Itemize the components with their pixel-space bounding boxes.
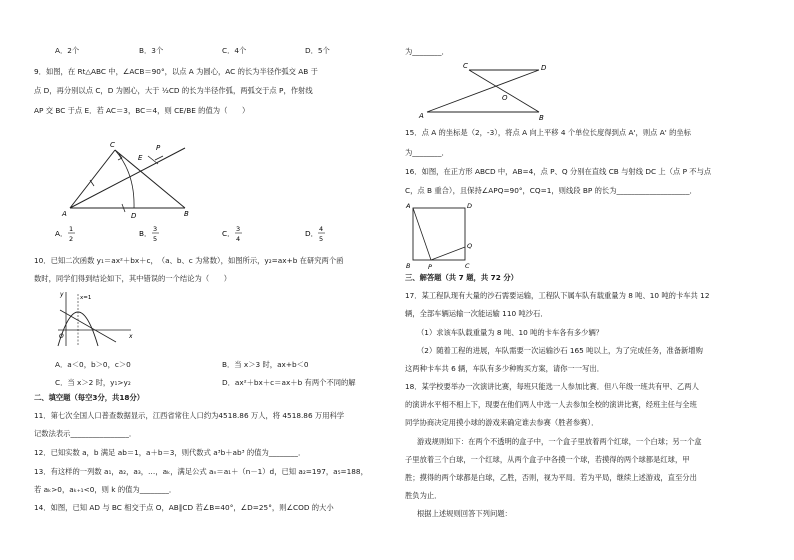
q9-option-d-den: 5 xyxy=(319,235,324,243)
q16-square-figure xyxy=(403,202,483,272)
q10-fig-label-y: y xyxy=(60,291,64,298)
q18-line6: 胜；摸得的两个球都是白球，乙胜，否则，视为平局．若为平局，继续上述游戏，直至分出 xyxy=(405,473,697,482)
q9-fig-label-a: A xyxy=(62,210,67,218)
q11-line1: 11．第七次全国人口普查数据显示，江西省常住人口约为4518.86 万人，将 4518.86 万用科学 xyxy=(34,411,345,420)
q10-line1: 10．已知二次函数 y₁＝ax²＋bx＋c， （a、b、c 为常数），如图所示，y₂=ax+b 在研究两个函 xyxy=(34,256,344,265)
q18-line7: 胜负为止． xyxy=(405,491,442,500)
q18-line4: 游戏规则如下：在两个不透明的盒子中，一个盒子里放着两个红球，一个白球；另一个盒 xyxy=(417,437,702,446)
q16-fig-label-b: B xyxy=(406,262,411,270)
q9-line1: 9．如图，在 Rt△ABC 中，∠ACB＝90°，以点 A 为圆心，AC 的长为半径作弧交 AB 于 xyxy=(34,67,318,76)
q17-line3: （1）求该车队载重量为 8 吨、10 吨的卡车各有多少辆？ xyxy=(417,328,604,337)
right-column xyxy=(397,0,794,560)
q12-text: 12．已知实数 a，b 满足 ab＝1，a＋b＝3，则代数式 a³b＋ab³ 的值为________． xyxy=(34,448,306,457)
q9-fig-label-d: D xyxy=(131,212,137,220)
q9-option-a-den: 2 xyxy=(69,235,74,243)
q15-line2: 为________． xyxy=(405,148,449,157)
q17-line5: 这两种卡车共 6 辆，车队有多少种购买方案，请你一一写出． xyxy=(405,364,604,373)
q9-option-c-den: 4 xyxy=(236,235,241,243)
q8-option-c: C．4个 xyxy=(222,46,247,55)
q9-option-d xyxy=(305,225,325,243)
q16-fig-label-c: C xyxy=(465,262,470,270)
q16-fig-label-q: Q xyxy=(467,242,473,250)
q14-fig-label-c: C xyxy=(463,62,468,70)
q10-fig-label-o: O xyxy=(59,333,64,340)
q10-line2: 数时，同学们得到结论如下，其中错误的一个结论为（ ） xyxy=(34,274,232,283)
q8-option-a: A．2个 xyxy=(55,46,80,55)
q9-line2: 点 D，再分别以点 C，D 为圆心，大于 ½CD 的长为半径作弧，两弧交于点 P，作射线 xyxy=(34,86,313,95)
q10-fig-label-x1: x=1 xyxy=(80,295,92,301)
q9-option-a xyxy=(55,225,75,243)
q9-fig-label-e: E xyxy=(138,154,143,162)
q9-line3: AP 交 BC 于点 E．若 AC＝3，BC＝4，则 CE/BE 的值为（ ） xyxy=(34,106,250,115)
q13-line2: 若 aₖ>0，aₖ₊₁<0，则 k 的值为________． xyxy=(34,485,177,494)
q14-fig-label-d: D xyxy=(541,64,547,72)
q18-line3: 同学协商决定用摸小球的游戏来确定谁去参赛（胜者参赛）． xyxy=(405,418,599,427)
svg-text:A．: A． xyxy=(55,229,68,238)
section-2-heading: 二、填空题（每空3分，共18分） xyxy=(34,393,145,402)
q16-line1: 16．如图，在正方形 ABCD 中，AB=4，点 P、Q 分别在直线 CB 与射线 DC 上（点 P 不与点 xyxy=(405,167,712,176)
q14-text: 14．如图，已知 AD 与 BC 相交于点 O，AB∥CD 若∠B=40°，∠D=25°，则∠COD 的大小 xyxy=(34,503,334,512)
q14-continued: 为________． xyxy=(405,47,449,56)
q9-option-c-num: 3 xyxy=(236,225,241,233)
q9-fig-label-c: C xyxy=(110,141,115,149)
q17-line4: （2）随着工程的进展，车队需要一次运输沙石 165 吨以上，为了完成任务，准备新增购 xyxy=(417,346,703,355)
q9-fig-label-p: P xyxy=(156,144,161,152)
q14-fig-label-b: B xyxy=(539,114,544,122)
q10-option-b: B．当 x＞3 时，ax+b＜0 xyxy=(222,360,309,369)
q10-option-c: C．当 x＞2 时，y₁>y₂ xyxy=(55,378,131,387)
svg-text:C．: C． xyxy=(222,229,235,238)
q14-fig-label-o: O xyxy=(502,94,508,102)
q9-option-a-num: 1 xyxy=(69,225,74,233)
section-3-heading: 三、解答题（共 7 题，共 72 分） xyxy=(405,273,518,282)
svg-text:B．: B． xyxy=(139,229,152,238)
q9-option-b xyxy=(139,225,159,243)
q10-parabola-figure xyxy=(56,290,136,348)
q10-fig-label-x: x xyxy=(129,333,133,340)
q10-option-a: A．a＜0，b＞0，c＞0 xyxy=(55,360,131,369)
q18-line1: 18．某学校要举办一次演讲比赛，每班只能选一人参加比赛．但八年级一班共有甲、乙两人 xyxy=(405,382,699,391)
svg-text:D．: D． xyxy=(305,229,318,238)
q9-option-b-den: 5 xyxy=(153,235,158,243)
q9-option-c xyxy=(222,225,242,243)
q16-fig-label-a: A xyxy=(406,202,411,210)
q14-figure xyxy=(417,62,547,120)
q16-line2: C，点 B 重合），且保持∠APQ=90°，CQ=1，则线段 BP 的长为____________________． xyxy=(405,186,697,195)
q9-option-b-num: 3 xyxy=(153,225,158,233)
q11-line2: 记数法表示________________． xyxy=(34,429,137,438)
q18-line8: 根据上述规则回答下列问题： xyxy=(417,509,512,518)
q9-option-d-num: 4 xyxy=(319,225,324,233)
q8-option-b: B．3个 xyxy=(139,46,164,55)
q9-fig-label-b: B xyxy=(184,210,189,218)
q18-line2: 的演讲水平相不相上下，现要在他们两人中选一人去参加全校的演讲比赛，经班主任与全班 xyxy=(405,400,697,409)
q9-triangle-figure xyxy=(60,138,200,218)
q14-fig-label-a: A xyxy=(419,112,424,120)
q8-option-d: D．5个 xyxy=(305,46,330,55)
q16-fig-label-p: P xyxy=(428,263,432,271)
q18-line5: 子里放着三个白球，一个红球，从两个盒子中各摸一个球，若摸得的两个球都是红球，甲 xyxy=(405,455,690,464)
q17-line1: 17．某工程队现有大量的沙石需要运输，工程队下属车队有载重量为 8 吨、10 吨的卡车共 12 xyxy=(405,291,710,300)
q9-options xyxy=(55,222,355,246)
q10-option-d: D．ax²＋bx＋c＝ax＋b 有两个不同的解 xyxy=(222,378,356,387)
q15-line1: 15．点 A 的坐标是（2，-3），将点 A 向上平移 4 个单位长度得到点 A'，则点 A' 的坐标 xyxy=(405,128,691,137)
q13-line1: 13．有这样的一列数 a₁，a₂，a₃，…，aₖ，满足公式 aₙ＝a₁＋（n－1）d，已知 a₂=197，a₅=188， xyxy=(34,467,368,476)
q16-fig-label-d: D xyxy=(467,202,473,210)
q17-line2: 辆，全部车辆运输一次能运输 110 吨沙石． xyxy=(405,309,548,318)
